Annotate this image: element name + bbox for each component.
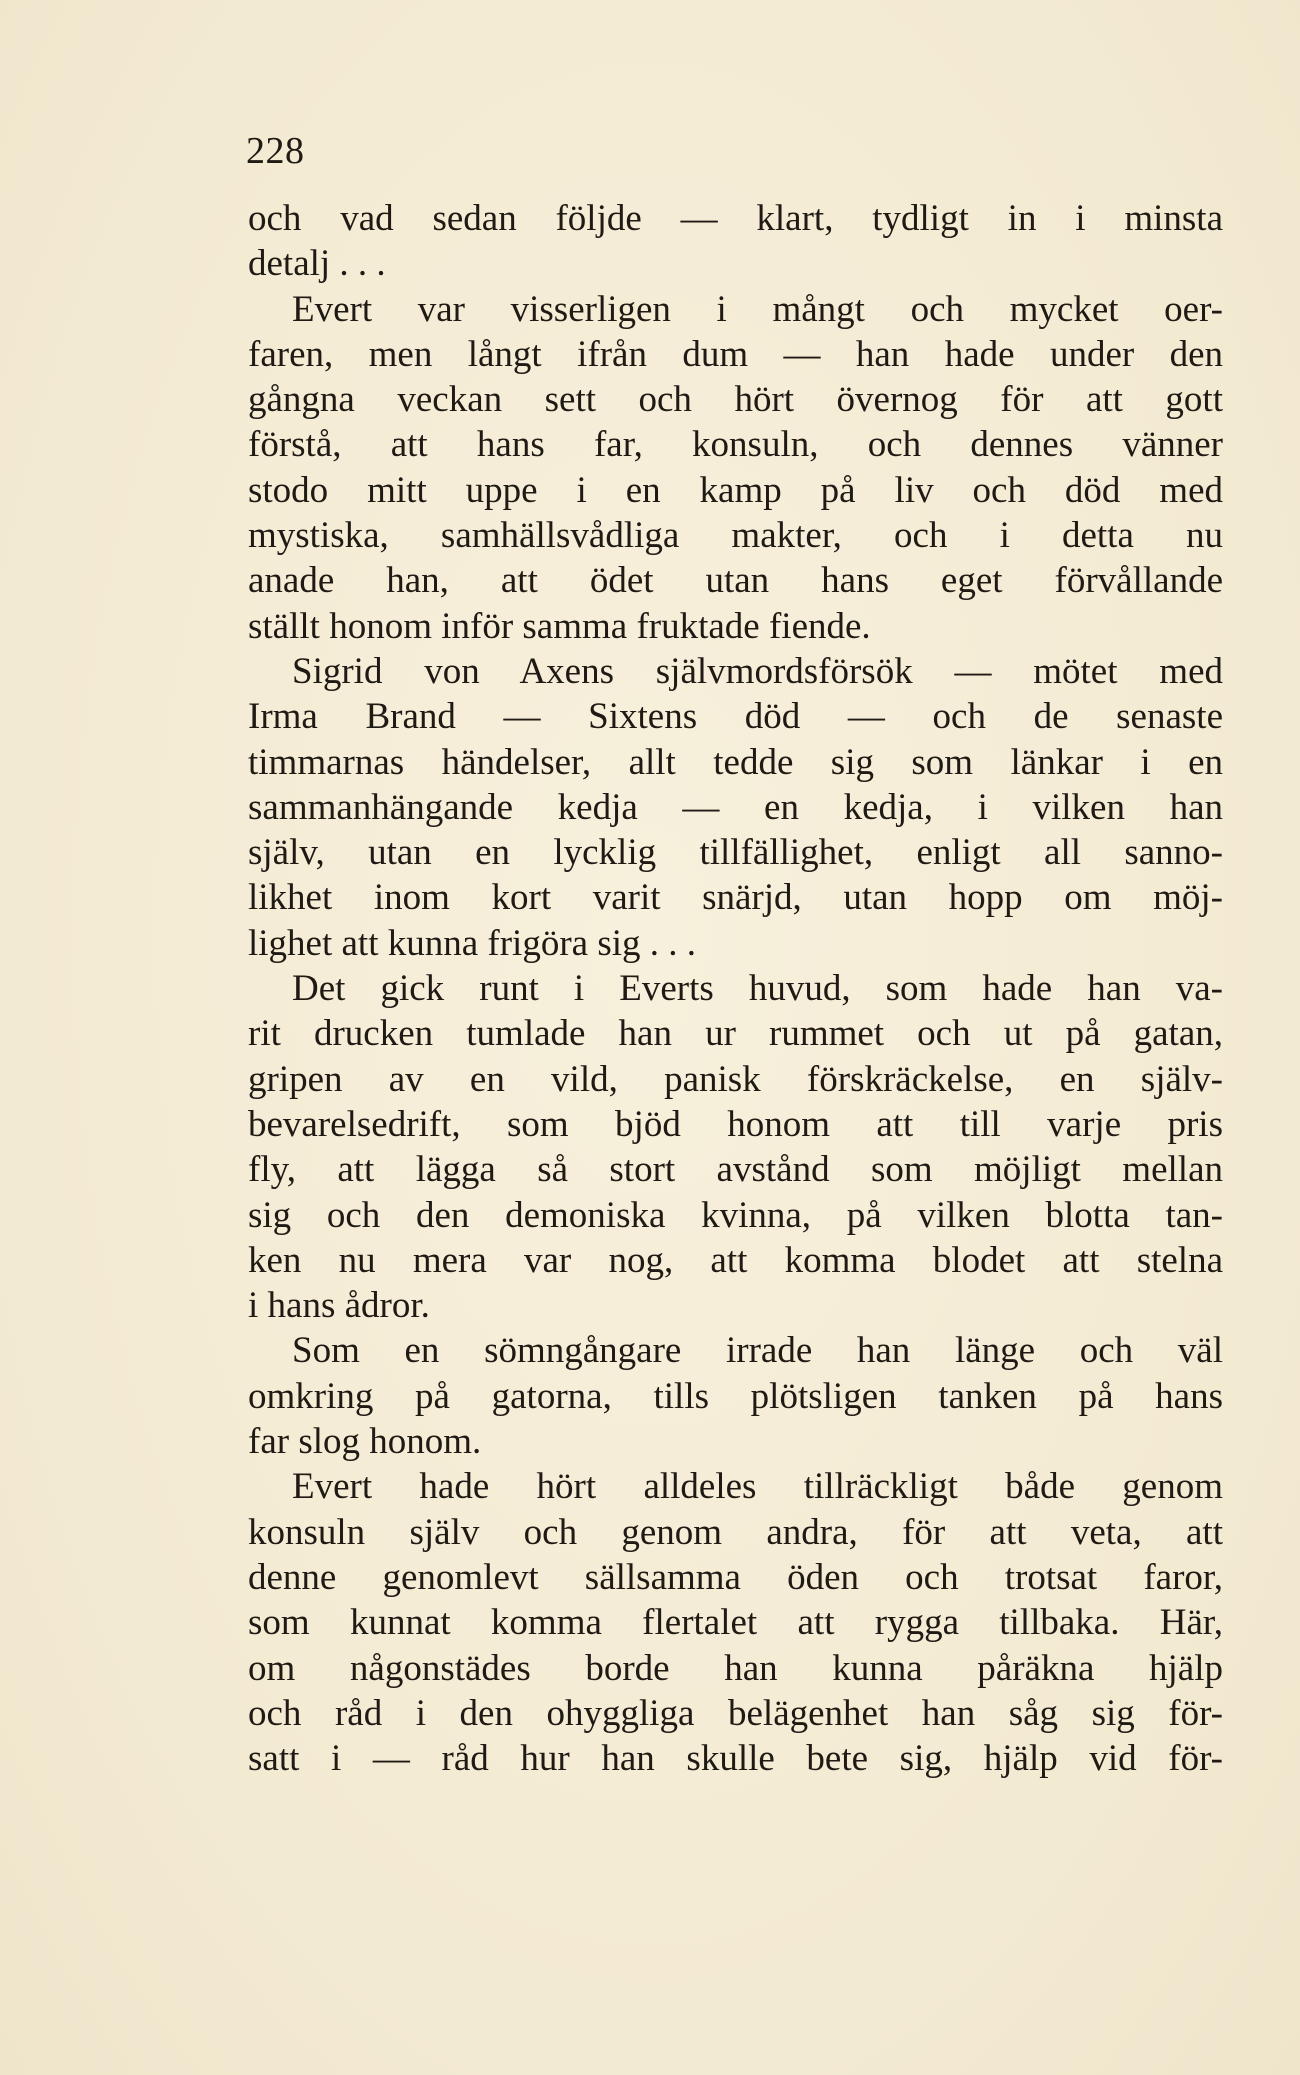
text-line: fly, att lägga så stort avstånd som möjligt mellan <box>248 1149 1223 1191</box>
text-line: om någonstädes borde han kunna påräkna hjälp <box>248 1647 1223 1689</box>
text-line: omkring på gatorna, tills plötsligen tanken på hans <box>248 1375 1223 1417</box>
text-line: Som en sömngångare irrade han länge och väl <box>292 1330 1223 1372</box>
text-line: detalj . . . <box>248 243 386 285</box>
text-line: stodo mitt uppe i en kamp på liv och död med <box>248 469 1223 511</box>
text-line: Irma Brand — Sixtens död — och de senaste <box>248 696 1223 738</box>
text-line: och råd i den ohyggliga belägenhet han såg sig för- <box>248 1692 1223 1734</box>
text-line: timmarnas händelser, allt tedde sig som länkar i en <box>248 741 1223 783</box>
text-line: rit drucken tumlade han ur rummet och ut på gatan, <box>248 1013 1223 1055</box>
text-line: Sigrid von Axens självmordsförsök — mötet med <box>292 650 1223 692</box>
text-line: ken nu mera var nog, att komma blodet att stelna <box>248 1239 1223 1281</box>
text-line: konsuln själv och genom andra, för att veta, att <box>248 1511 1223 1553</box>
text-line: Det gick runt i Everts huvud, som hade han va- <box>292 968 1223 1010</box>
text-line: mystiska, samhällsvådliga makter, och i detta nu <box>248 515 1223 557</box>
text-line: själv, utan en lycklig tillfällighet, enligt all sanno- <box>248 832 1223 874</box>
text-line: ställt honom inför samma fruktade fiende. <box>248 605 871 647</box>
text-line: lighet att kunna frigöra sig . . . <box>248 922 697 964</box>
text-line: gripen av en vild, panisk förskräckelse, en själv- <box>248 1058 1223 1100</box>
body-text <box>248 196 1223 1781</box>
text-line: förstå, att hans far, konsuln, och dennes vänner <box>248 424 1223 466</box>
text-line: far slog honom. <box>248 1421 482 1463</box>
text-line: likhet inom kort varit snärjd, utan hopp om möj- <box>248 877 1223 919</box>
page-number: 228 <box>246 130 305 172</box>
text-line: Evert var visserligen i mångt och mycket oer- <box>292 288 1223 330</box>
text-line: anade han, att ödet utan hans eget förvållande <box>248 560 1223 602</box>
text-line: sammanhängande kedja — en kedja, i vilken han <box>248 786 1223 828</box>
text-line: satt i — råd hur han skulle bete sig, hjälp vid för- <box>248 1738 1223 1780</box>
text-line: gångna veckan sett och hört övernog för att gott <box>248 379 1223 421</box>
text-line: sig och den demoniska kvinna, på vilken blotta tan- <box>248 1194 1223 1236</box>
text-line: som kunnat komma flertalet att rygga tillbaka. Här, <box>248 1602 1223 1644</box>
text-line: faren, men långt ifrån dum — han hade under den <box>248 333 1223 375</box>
text-line: bevarelsedrift, som bjöd honom att till varje pris <box>248 1103 1223 1145</box>
text-line: i hans ådror. <box>248 1285 430 1327</box>
text-line: och vad sedan följde — klart, tydligt in i minsta <box>248 198 1223 239</box>
text-line: Evert hade hört alldeles tillräckligt både genom <box>292 1466 1223 1508</box>
text-line: denne genomlevt sällsamma öden och trotsat faror, <box>248 1556 1223 1598</box>
